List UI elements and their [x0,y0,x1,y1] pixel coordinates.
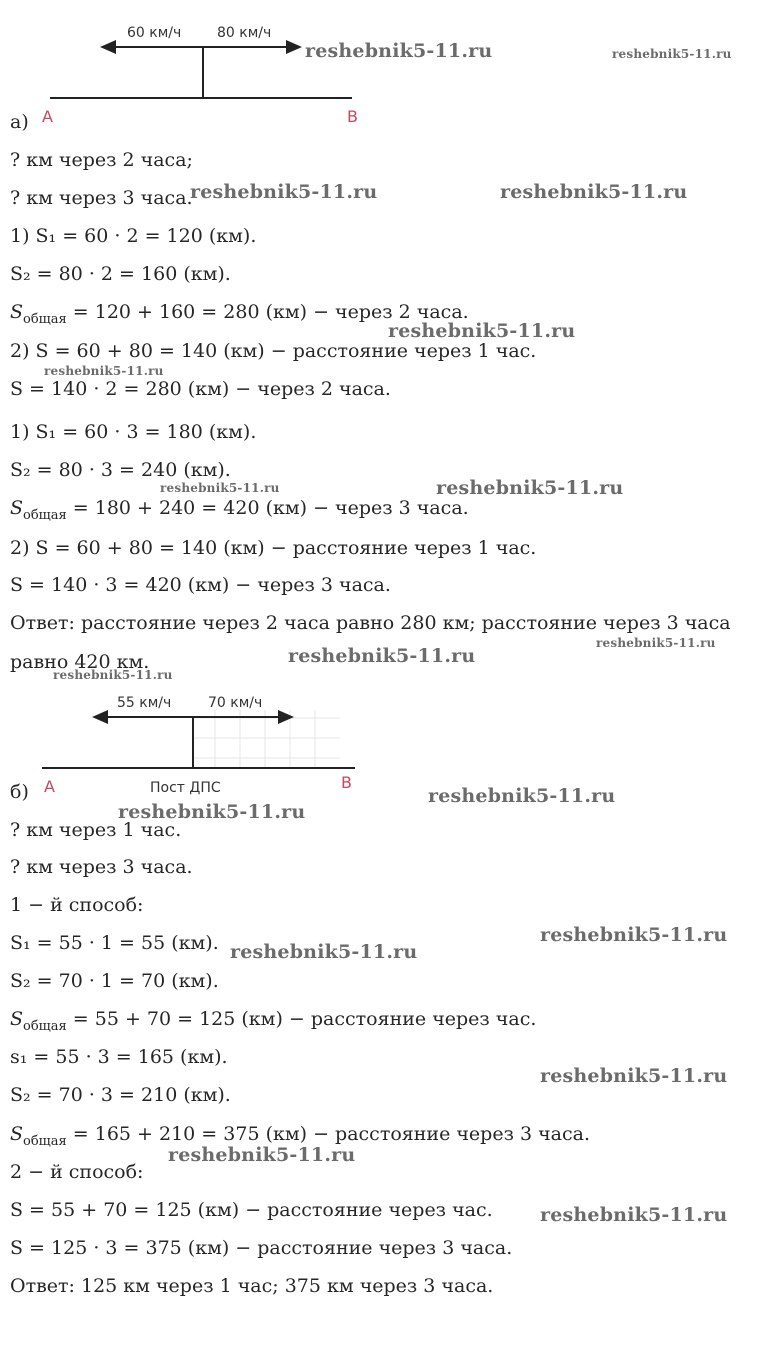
left-speed-a: 60 км/ч [127,25,182,41]
right-speed-a: 80 км/ч [217,25,272,41]
watermark: reshebnik5-11.ru [428,785,616,807]
point-b-label-a: B [347,107,358,126]
part-a-line-4: 2) S = 60 + 80 = 140 (км) − расстояние через 1 час. [10,340,537,362]
watermark: reshebnik5-11.ru [230,941,418,963]
subscript-total: общая [23,1134,67,1149]
right-arrowhead-b [278,710,294,724]
part-b-question-1: ? км через 1 час. [10,819,182,841]
part-b-line-4: s₁ = 55 · 3 = 165 (км). [10,1046,228,1068]
part-b-line-2: S₂ = 70 · 1 = 70 (км). [10,970,219,992]
diagram-a [0,0,420,130]
subscript-total: общая [23,312,67,327]
watermark: reshebnik5-11.ru [118,801,306,823]
part-a-line-7: S₂ = 80 · 3 = 240 (км). [10,459,231,481]
left-arrowhead-a [100,40,116,54]
watermark: reshebnik5-11.ru [500,181,688,203]
equation-rest: = 180 + 240 = 420 (км) − через 3 часа. [66,497,469,519]
watermark: reshebnik5-11.ru [190,181,378,203]
equation-rest: = 55 + 70 = 125 (км) − расстояние через час. [66,1008,537,1030]
post-label-b: Пост ДПС [150,780,221,796]
point-a-label-a: A [42,107,53,126]
left-speed-b: 55 км/ч [117,695,172,711]
watermark: reshebnik5-11.ru [53,668,173,682]
watermark: reshebnik5-11.ru [596,636,716,650]
part-b-line-6 [10,1122,591,1149]
watermark: reshebnik5-11.ru [44,364,164,378]
part-a-line-10: S = 140 · 3 = 420 (км) − через 3 часа. [10,574,391,596]
diagram-b [0,680,420,800]
symbol-s: S [10,301,24,323]
right-speed-b: 70 км/ч [208,695,263,711]
watermark: reshebnik5-11.ru [388,320,576,342]
grid-background [193,710,340,768]
symbol-s: S [10,497,24,519]
part-b-line-1: S₁ = 55 · 1 = 55 (км). [10,932,219,954]
watermark: reshebnik5-11.ru [540,1065,728,1087]
part-b-method-1: 1 − й способ: [10,894,144,916]
watermark: reshebnik5-11.ru [436,477,624,499]
part-a-line-6: 1) S₁ = 60 · 3 = 180 (км). [10,421,257,443]
point-a-label-b: A [44,777,55,796]
point-b-label-b: B [341,773,352,792]
watermark: reshebnik5-11.ru [305,40,493,62]
part-b-line-8: S = 125 · 3 = 375 (км) − расстояние через 3 часа. [10,1237,513,1259]
equation-rest: = 120 + 160 = 280 (км) − через 2 часа. [66,301,469,323]
watermark: reshebnik5-11.ru [612,47,732,61]
part-b-line-5: S₂ = 70 · 3 = 210 (км). [10,1084,231,1106]
watermark: reshebnik5-11.ru [160,481,280,495]
part-b-line-3 [10,1007,537,1034]
symbol-s: S [10,1123,24,1145]
watermark: reshebnik5-11.ru [168,1144,356,1166]
watermark: reshebnik5-11.ru [288,645,476,667]
part-a-answer-2: равно 420 км. [10,651,150,673]
part-a-label: а) [10,111,29,133]
subscript-total: общая [23,508,67,523]
part-a-question-2: ? км через 3 часа. [10,187,193,209]
part-b-label: б) [10,781,29,803]
part-a-answer-1: Ответ: расстояние через 2 часа равно 280 км; расстояние через 3 часа [10,612,731,634]
part-a-line-8 [10,496,469,523]
part-a-line-9: 2) S = 60 + 80 = 140 (км) − расстояние через 1 час. [10,537,537,559]
equation-rest: = 165 + 210 = 375 (км) − расстояние через 3 часа. [66,1123,591,1145]
right-arrowhead-a [286,40,302,54]
part-b-method-2: 2 − й способ: [10,1161,144,1183]
left-arrowhead-b [92,710,108,724]
part-b-line-7: S = 55 + 70 = 125 (км) − расстояние через час. [10,1199,493,1221]
part-a-line-5: S = 140 · 2 = 280 (км) − через 2 часа. [10,378,391,400]
part-a-line-2: S₂ = 80 · 2 = 160 (км). [10,263,231,285]
part-a-question-1: ? км через 2 часа; [10,149,193,171]
watermark: reshebnik5-11.ru [540,924,728,946]
part-a-line-1: 1) S₁ = 60 · 2 = 120 (км). [10,225,257,247]
subscript-total: общая [23,1019,67,1034]
symbol-s: S [10,1008,24,1030]
part-b-question-2: ? км через 3 часа. [10,856,193,878]
watermark: reshebnik5-11.ru [540,1204,728,1226]
part-b-answer: Ответ: 125 км через 1 час; 375 км через 3 часа. [10,1275,494,1297]
